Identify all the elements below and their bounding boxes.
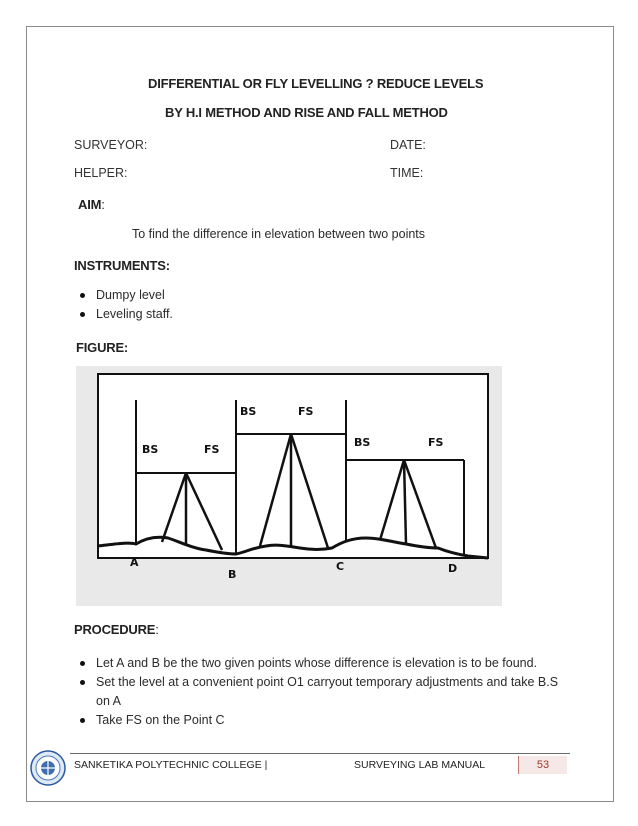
figure-heading: FIGURE:	[76, 340, 129, 355]
procedure-heading	[74, 622, 159, 637]
document-title-line2: BY H.I METHOD AND RISE AND FALL METHOD	[165, 105, 448, 120]
footer-divider	[70, 753, 570, 754]
label-point-b: B	[228, 568, 237, 581]
page-number: 53	[518, 756, 567, 774]
levelling-diagram	[76, 366, 502, 606]
label-point-c: C	[336, 560, 345, 573]
document-title-line1: DIFFERENTIAL OR FLY LEVELLING ? REDUCE LEVELS	[148, 76, 484, 91]
label-point-d: D	[448, 562, 458, 575]
list-item: Set the level at a convenient point O1 carryout temporary adjustments and take B.S on A	[74, 673, 560, 711]
procedure-heading-text: PROCEDURE	[74, 622, 156, 637]
aim-heading-text: AIM	[78, 197, 102, 212]
aim-heading	[78, 197, 105, 212]
list-item: Take FS on the Point C	[74, 711, 560, 730]
instruments-list	[74, 286, 173, 324]
helper-label: HELPER:	[74, 166, 128, 180]
label-bs-2: BS	[240, 405, 257, 418]
levelling-figure	[76, 366, 502, 606]
aim-text: To find the difference in elevation between two points	[132, 227, 426, 241]
list-item: Dumpy level	[74, 286, 173, 305]
aim-colon: :	[101, 197, 105, 212]
list-item: Leveling staff.	[74, 305, 173, 324]
footer-college: SANKETIKA POLYTECHNIC COLLEGE |	[74, 759, 268, 771]
label-fs-3: FS	[428, 436, 444, 449]
label-fs-2: FS	[298, 405, 314, 418]
instruments-heading: INSTRUMENTS:	[74, 258, 170, 273]
label-fs-1: FS	[204, 443, 220, 456]
label-point-a: A	[130, 556, 139, 569]
procedure-colon: :	[155, 622, 159, 637]
footer-manual: SURVEYING LAB MANUAL	[354, 759, 486, 771]
procedure-list	[74, 654, 560, 730]
label-bs-1: BS	[142, 443, 159, 456]
college-logo-icon	[30, 750, 66, 786]
surveyor-label: SURVEYOR:	[74, 138, 148, 152]
date-label: DATE:	[390, 138, 426, 152]
list-item: Let A and B be the two given points whose difference is elevation is to be found.	[74, 654, 560, 673]
label-bs-3: BS	[354, 436, 371, 449]
time-label: TIME:	[390, 166, 424, 180]
